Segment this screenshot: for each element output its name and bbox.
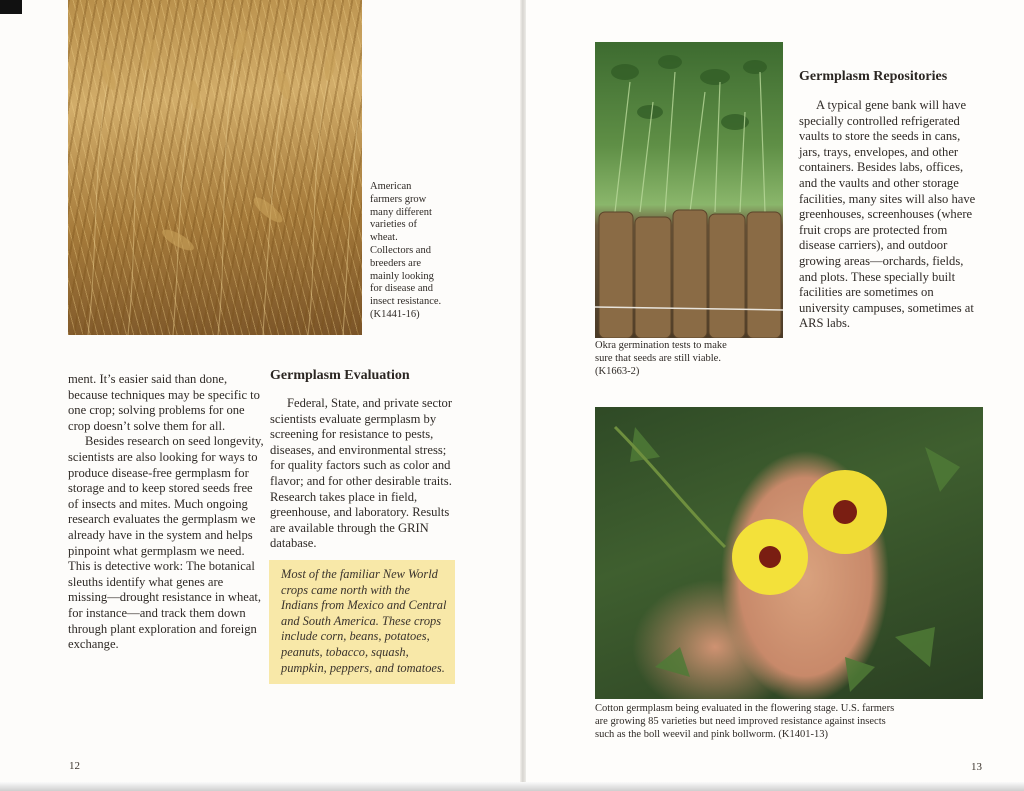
page-number-left: 12 (69, 760, 80, 772)
evaluation-paragraph: Federal, State, and private sector scientists evaluate germplasm by screening for resistance to pests, diseases, and environmental stress; for quality factors such as color and flavor; and for other desirable traits. Research takes place in field, greenhouse, and laboratory. Results are available through the GRIN database. (270, 396, 453, 551)
okra-photo-caption: Okra germination tests to make sure that seeds are still viable. (K1663-2) (595, 340, 727, 377)
cotton-flowers-icon (595, 407, 983, 699)
cotton-flower-photo (595, 407, 983, 699)
okra-germination-photo (595, 42, 783, 338)
callout-text: Most of the familiar New World crops came north with the Indians from Mexico and Central and South America. These crops include corn, beans, potatoes, peanuts, tobacco, squash, pumpkin, peppers, and tomatoes. (281, 567, 447, 675)
left-column-paragraph: Besides research on seed longevity, scientists are also looking for ways to produce disease-free germplasm for storage and to keep stored seeds free of insects and mites. Much ongoing research evaluates the germplasm we already have in the system and helps pinpoint what germplasm we need. This is detective work: The botanical sleuths identify what genes are missing—drought resistance in wheat, for instance—and track them down through plant exploration and foreign exchange. (68, 434, 264, 652)
wheat-stalks-icon (68, 0, 362, 335)
repositories-heading: Germplasm Repositories (799, 69, 948, 84)
scan-corner-mark (0, 0, 22, 14)
left-column-text (68, 372, 264, 653)
new-world-crops-callout (269, 560, 455, 684)
wheat-photo-caption: American farmers grow many different varieties of wheat. Collectors and breeders are mainly looking for disease and insect resistance. (K1441-16) (370, 181, 442, 320)
repositories-text (799, 98, 983, 332)
book-gutter (520, 0, 526, 791)
evaluation-text (270, 396, 462, 552)
cotton-photo-caption: Cotton germplasm being evaluated in the flowering stage. U.S. farmers are growing 85 varieties but need improved resistance against insects such as the boll weevil and pink bollworm. (K1401-13) (595, 703, 895, 740)
evaluation-heading: Germplasm Evaluation (270, 368, 410, 383)
okra-seedlings-icon (595, 42, 783, 338)
wheat-field-photo (68, 0, 362, 335)
page-bottom-edge (0, 782, 1024, 791)
left-column-paragraph: ment. It’s easier said than done, because techniques may be specific to one crop; solving problems for one crop doesn’t solve them for all. (68, 372, 260, 433)
page-number-right: 13 (971, 761, 982, 773)
repositories-paragraph: A typical gene bank will have specially controlled refrigerated vaults to store the seeds in cans, jars, trays, envelopes, and other containers. Besides labs, offices, and the vaults and other storage facilities, many sites will also have greenhouses, screenhouses (where fruit crops are protected from disease carriers), and outdoor growing areas—orchards, fields, and plots. These specially built facilities are sometimes on university campuses, sometimes at ARS labs. (799, 98, 976, 331)
